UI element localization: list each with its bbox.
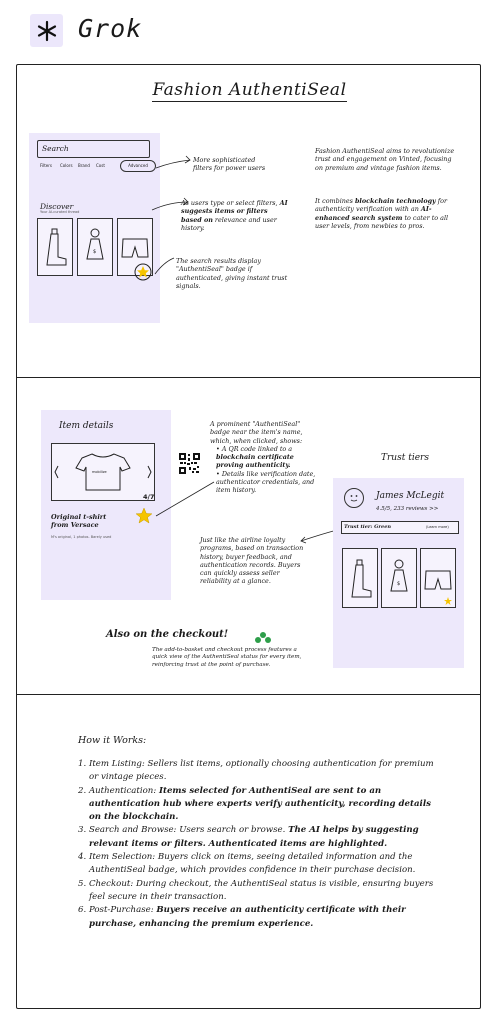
asterisk-icon[interactable] [30, 14, 63, 47]
step-text: Item Selection: Buyers click on items, seeing detailed information and the AuthentiSeal badge, which provides confidence in their purchase decision. [88, 852, 416, 876]
item-card[interactable] [37, 218, 73, 276]
trust-tier-label: Trust tier: Green [344, 524, 392, 530]
how-it-works-list [78, 758, 443, 931]
search-input[interactable]: Search [37, 140, 150, 158]
badge-bullet: • A QR code linked to a blockchain certificate proving authenticity. [216, 444, 294, 470]
status-dots-icon [254, 631, 272, 645]
badge-note-intro: A prominent "AuthentiSeal" badge near the item's name, which, when clicked, shows: [210, 420, 303, 445]
app-header [0, 0, 499, 60]
seller-item-card[interactable] [342, 548, 378, 608]
filter-chip[interactable]: Filters [40, 163, 52, 168]
how-it-works-step [78, 758, 443, 785]
step-text: Post-Purchase: [88, 905, 157, 916]
item-subtitle: M's original, 1 photos. Barely used [51, 535, 112, 539]
shorts-icon [421, 549, 455, 607]
seller-name: James McLegit [376, 491, 445, 501]
intro-text-1: Fashion AuthentiSeal aims to revolutionize trust and engagement on Vinted, focusing on premium and vintage fashion items. [315, 147, 455, 172]
item-logo-text: mobilize [92, 470, 107, 474]
item-card[interactable] [77, 218, 113, 276]
step-text: Checkout: During checkout, the AuthentiSeal status is visible, ensuring buyers feel secure in their transaction. [88, 878, 434, 902]
step-number: 2. [78, 785, 87, 796]
how-it-works-step [78, 904, 443, 931]
seller-item-card[interactable] [420, 548, 456, 608]
item-price: 4/7 [143, 493, 155, 501]
step-number: 3. [78, 825, 87, 836]
note-filters: More sophisticated filters for power users [193, 156, 266, 173]
item-details-title: Item details [59, 421, 114, 431]
how-it-works-step [78, 785, 443, 825]
discover-label: Discover [40, 202, 74, 211]
jacket-icon [78, 219, 112, 275]
step-number: 4. [78, 852, 87, 863]
section-divider [16, 377, 481, 378]
how-it-works-step [78, 878, 443, 905]
badge-bullet: • Details like verification date, authenticator credentials, and item history. [216, 469, 316, 495]
also-checkout-heading: Also on the checkout! [106, 629, 229, 640]
item-name: Original t-shirt from Versace [51, 513, 107, 529]
section-divider [16, 694, 481, 695]
asterisk-glyph [36, 20, 58, 42]
step-text-bold: The AI helps by suggesting relevant items or filters. Authenticated items are highlighted. [89, 825, 419, 849]
filter-chip[interactable]: Brand [78, 163, 90, 168]
svg-text:$: $ [397, 581, 401, 587]
badge-arrow [150, 478, 220, 523]
seller-rating-link[interactable]: 4.5/5, 233 reviews >> [376, 506, 439, 512]
filter-chip[interactable]: Cost [96, 163, 105, 168]
step-number: 5. [78, 878, 87, 889]
step-number: 6. [78, 905, 87, 916]
step-text-bold: Items selected for AuthentiSeal are sent to an authentication hub where experts verify authenticity, recording details on the blockchain. [89, 785, 431, 823]
how-it-works-step [78, 851, 443, 878]
qr-code-icon[interactable] [179, 453, 200, 474]
loyalty-note: Just like the airline loyalty programs, based on transaction history, buyer feedback, and authentication records. Buyers can quickly assess seller reliability at a glance. [200, 536, 304, 586]
step-number: 1. [78, 759, 87, 769]
learn-more-link[interactable]: (Learn more) [426, 525, 449, 529]
checkout-note: The add-to-basket and checkout process features a quick view of the AuthentiSeal status for every item, reinforcing trust at the point of purchase. [152, 647, 302, 668]
jacket-icon [382, 549, 416, 607]
smiley-icon [345, 489, 363, 507]
advanced-filter-button[interactable]: Advanced [120, 160, 156, 172]
app-title: Grok [78, 14, 143, 43]
step-text: Item Listing: Sellers list items, optionally choosing authentication for premium or vintage pieces. [88, 759, 434, 783]
intro-text-2: It combines blockchain technology for authenticity verification with an AI-enhanced search system to cater to all user levels, from newbies to pros. [315, 197, 449, 230]
badge-note [210, 420, 320, 495]
step-text-bold: Buyers receive an authenticity certificate with their purchase, enhancing the premium experience. [89, 905, 406, 929]
step-text: Search and Browse: Users search or browse. [88, 825, 289, 836]
step-text: Authentication: [88, 785, 159, 796]
seller-avatar[interactable] [344, 488, 364, 508]
note-badge: The search results display "AuthentiSeal" badge if authenticated, giving instant trust signals. [176, 257, 288, 290]
how-it-works-title: How it Works: [78, 735, 147, 746]
how-it-works-step [78, 824, 443, 851]
trust-tiers-title: Trust tiers [381, 453, 429, 463]
discover-subtitle: Your AI-curated thread [40, 210, 80, 214]
note-ai-suggest: As users type or select filters, AI suggests items or filters based on relevance and user history. [181, 199, 288, 232]
svg-text:$: $ [93, 249, 97, 255]
filter-chip[interactable]: Colors [60, 163, 73, 168]
seller-item-card[interactable] [381, 548, 417, 608]
page-title: Fashion AuthentiSeal [152, 80, 347, 100]
boot-icon [38, 219, 72, 275]
boot-icon [343, 549, 377, 607]
